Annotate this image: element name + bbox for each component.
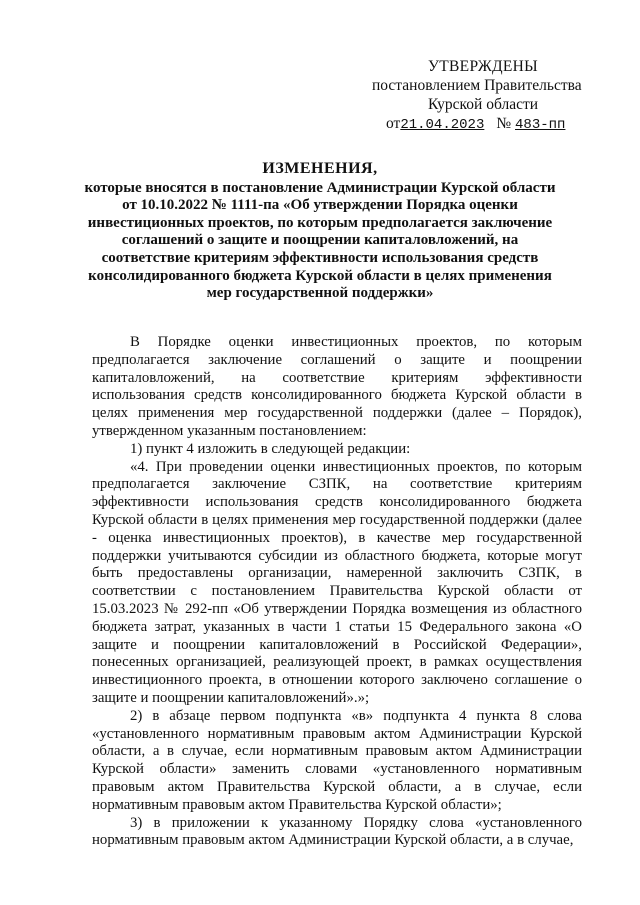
heading-title: ИЗМЕНЕНИЯ, [262,160,378,177]
paragraph-intro: В Порядке оценки инвестиционных проектов, по которым предполагается заключение соглашений о защите и поощрении капиталовложений, на соответствие критериям эффективности использования средств консолидированного бюджета Курской области в целях применения мер государственной поддержки (далее – Порядок), утвержденном указанным постановлением: [92,334,582,439]
approval-date: 21.04.2023 [400,117,485,133]
approval-block [372,57,592,135]
paragraph-item-2: 2) в абзаце первом подпункта «в» подпункта 4 пункта 8 слова «установленного нормативным правовым актом Администрации Курской области, а в случае, если нормативным правовым актом Администрации Курской области» заменить словами «установленного нормативным правовым актом Правительства Курской области, а в случае, если нормативным правовым актом Правительства Курской области»; [92,707,582,813]
date-prefix: от [386,115,401,132]
approval-issuer: постановлением Правительства [372,77,582,94]
approval-date-line [372,114,592,135]
approval-region: Курской области [428,96,539,113]
document-heading [84,160,556,303]
paragraph-quote-4: «4. При проведении оценки инвестиционных проектов, по которым предполагается заключение СЗПК, на соответствие критериям эффективности использования средств консолидированного бюджета Курской области в целях применения мер государственной поддержки (далее - оценка инвестиционных проектов), в качестве мер государственной поддержки учитываются субсидии из областного бюджета, которые могут быть предоставлены организации, намеренной заключить СЗПК, в соответствии с постановлением Правительства Курской области от 15.03.2023 № 292-пп «Об утверждении Порядка возмещения из областного бюджета затрат, указанных в части 1 статьи 15 Федерального закона «О защите и поощрении капиталовложений в Российской Федерации», понесенных организацией, реализующей проект, в рамках осуществления инвестиционного проекта, в отношении которого заключено соглашение о защите и поощрении капиталовложений».»; [92,458,582,706]
paragraph-item-1: 1) пункт 4 изложить в следующей редакции: [130,440,411,457]
approval-title: УТВЕРЖДЕНЫ [428,58,538,75]
document-body [92,334,582,850]
approval-number: 483-пп [515,117,566,133]
number-prefix: № [496,115,512,132]
heading-subtitle: которые вносятся в постановление Администрации Курской области от 10.10.2022 № 1111-па «Об утверждении Порядка оценки инвестиционных проектов, по которым предполагается заключение соглашений о защите и поощрении капиталовложений, на соответствие критериям эффективности использования средств консолидированного бюджета Курской области в целях применения мер государственной поддержки» [84,179,556,302]
paragraph-item-3: 3) в приложении к указанному Порядку слова «установленного нормативным правовым актом Администрации Курской области, а в случае, [92,814,582,849]
